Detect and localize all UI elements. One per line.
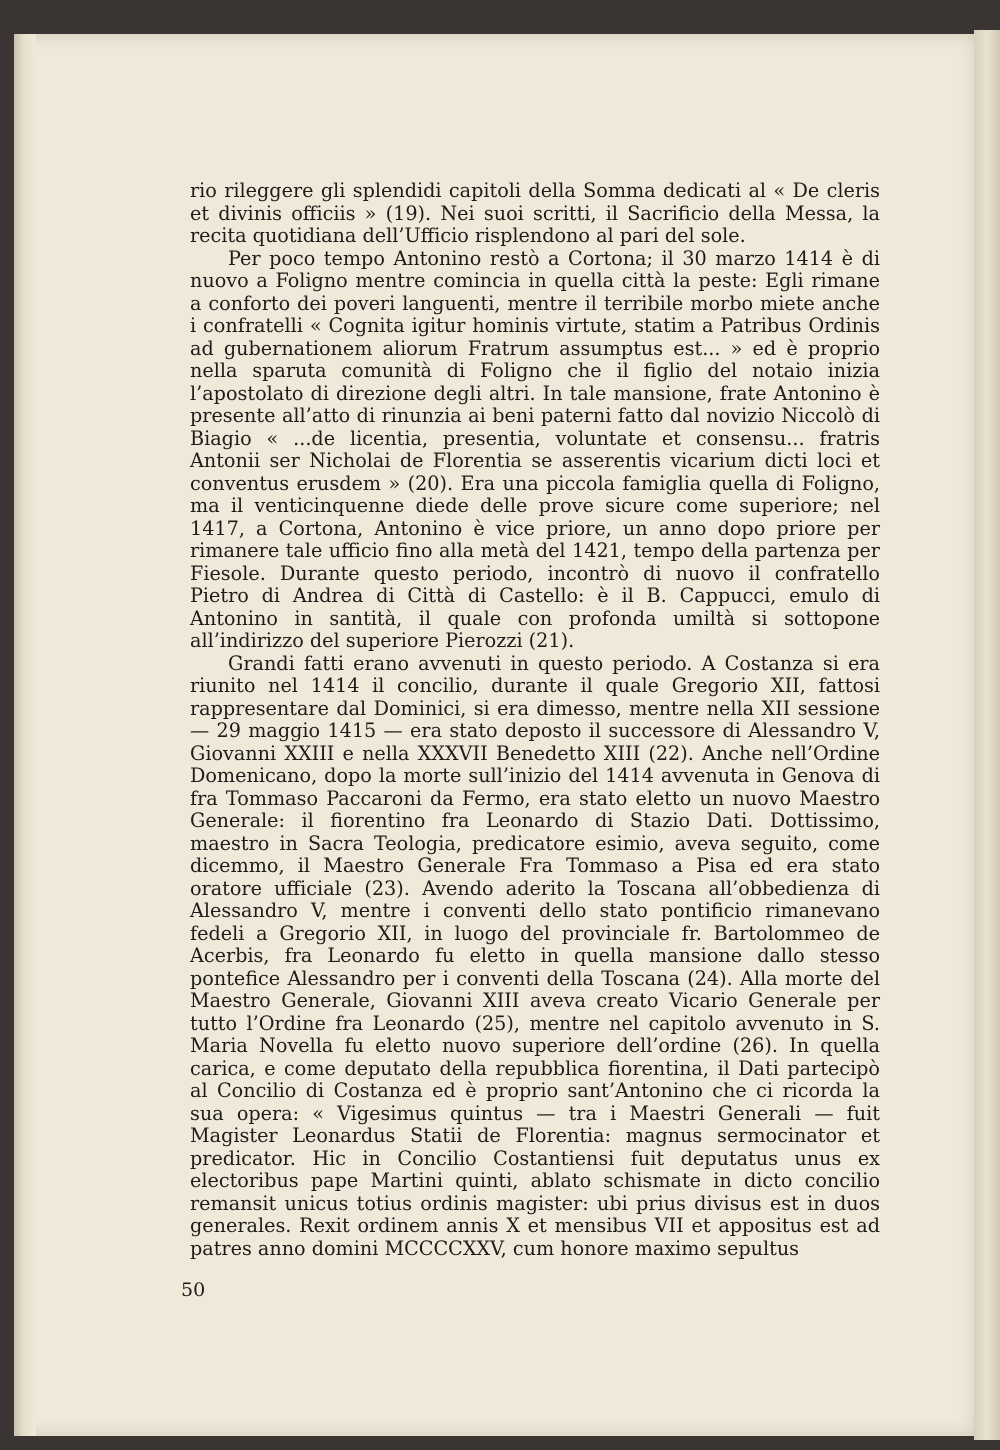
- paragraph: Per poco tempo Antonino restò a Cortona; il 30 marzo 1414 è di nuovo a Foligno mentre comincia in quella città la peste: Egli rimane a conforto dei poveri languenti, mentre il terribile morbo miete anche i confratelli « Cognita igitur hominis virtute, statim a Patribus Ordinis ad gubernationem aliorum Fratrum assumptus est... » ed è proprio nella sparuta comunità di Foligno che il figlio del notaio inizia l’apostolato di direzione degli altri. In tale mansione, frate Antonino è presente all’atto di rinunzia ai beni paterni fatto dal novizio Niccolò di Biagio « ...de licentia, presentia, voluntate et consensu... fratris Antonii ser Nicholai de Florentia se asserentis vicarium dicti loci et conventus erusdem » (20). Era una piccola famiglia quella di Foligno, ma il venticinquenne diede delle prove sicure come superiore; nel 1417, a Cortona, Antonino è vice priore, un anno dopo priore per rimanere tale ufficio fino alla metà del 1421, tempo della partenza per Fiesole. Durante questo periodo, incontrò di nuovo il confratello Pietro di Andrea di Città di Castello: è il B. Cappucci, emulo di Antonino in santità, il quale con profonda umiltà si sottopone all’indirizzo del superiore Pierozzi (21).: [190, 246, 880, 652]
- stacked-page-edges: [974, 30, 1000, 1440]
- paragraph: Grandi fatti erano avvenuti in questo periodo. A Costanza si era riunito nel 1414 il concilio, durante il quale Gregorio XII, fattosi rappresentare dal Dominici, si era dimesso, mentre nella XII sessione — 29 maggio 1415 — era stato deposto il successore di Alessandro V, Giovanni XXIII e nella XXXVII Benedetto XIII (22). Anche nell’Ordine Domenicano, dopo la morte sull’inizio del 1414 avvenuta in Genova di fra Tommaso Paccaroni da Fermo, era stato eletto un nuovo Maestro Generale: il fiorentino fra Leonardo di Stazio Dati. Dottissimo, maestro in Sacra Teologia, predicatore esimio, aveva seguito, come dicemmo, il Maestro Generale Fra Tommaso a Pisa ed era stato oratore ufficiale (23). Avendo aderito la Toscana all’obbedienza di Alessandro V, mentre i conventi dello stato pontificio rimanevano fedeli a Gregorio XII, in luogo del provinciale fr. Bartolommeo de Acerbis, fra Leonardo fu eletto in quella mansione dallo stesso pontefice Alessandro per i conventi della Toscana (24). Alla morte del Maestro Generale, Giovanni XIII aveva creato Vicario Generale per tutto l’Ordine fra Leonardo (25), mentre nel capitolo avvenuto in S. Maria Novella fu eletto nuovo superiore dell’ordine (26). In quella carica, e come deputato della repubblica fiorentina, il Dati partecipò al Concilio di Costanza ed è proprio sant’Antonino che ci ricorda la sua opera: « Vigesimus quintus — tra i Maestri Generali — fuit Magister Leonardus Statii de Florentia: magnus sermocinator et predicator. Hic in Concilio Costantiensi fuit deputatus unus ex electoribus pape Martini quinti, ablato schismate in dicto concilio remansit unicus totius ordinis magister: ubi prius divisus est in duos generales. Rexit ordinem annis X et mensibus VII et appositus est ad patres anno domini MCCCCXXV, cum honore maximo sepultus: [190, 651, 880, 1260]
- paragraph-continuation: rio rileggere gli splendidi capitoli della Somma dedicati al « De cleris et divinis officiis » (19). Nei suoi scritti, il Sacrificio della Messa, la recita quotidiana dell’Ufficio risplendono al pari del sole.: [190, 179, 880, 247]
- page-number: 50: [181, 1279, 206, 1301]
- page-gutter-edge: [14, 34, 36, 1436]
- body-text: [190, 180, 880, 1260]
